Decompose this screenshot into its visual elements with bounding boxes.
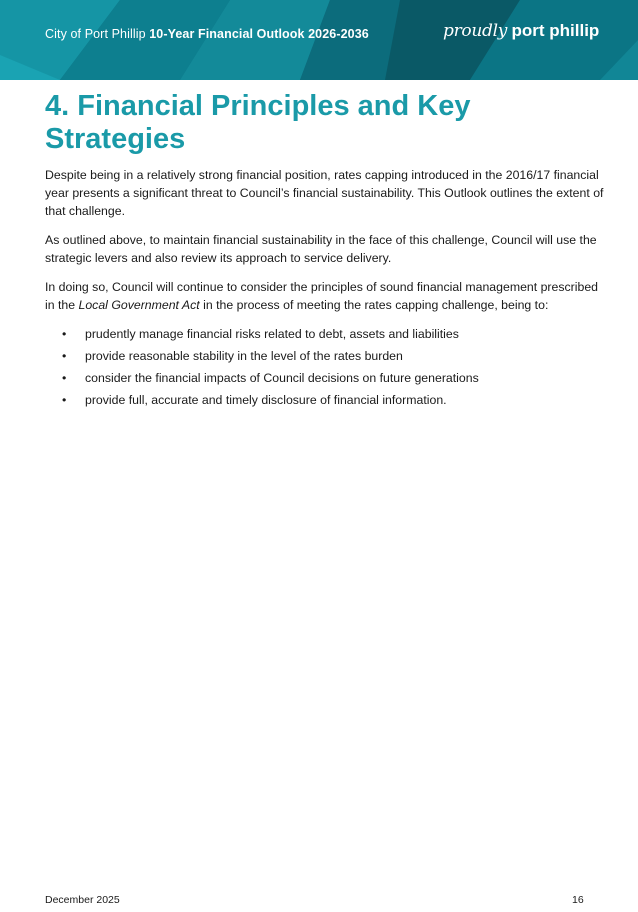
brand-logo-name: port phillip [511, 21, 600, 40]
list-item-text: provide reasonable stability in the level of the rates burden [85, 349, 403, 363]
page-number: 16 [572, 894, 584, 906]
paragraph-3 [45, 278, 605, 314]
list-item-text: consider the financial impacts of Council decisions on future generations [85, 371, 479, 385]
page-title: 4. Financial Principles and Key Strategies [45, 90, 471, 155]
paragraph-1: Despite being in a relatively strong financial position, rates capping introduced in the 2016/17 financial year presents a significant threat to Council’s financial sustainability. This Outlook outlines the extent of that challenge. [45, 168, 604, 218]
act-name: Local Government Act [78, 298, 200, 312]
bullet-icon: • [62, 371, 67, 385]
list-item-text: prudently manage financial risks related to debt, assets and liabilities [85, 327, 459, 341]
bullet-icon: • [62, 327, 67, 341]
brand-logo [443, 21, 599, 41]
paragraph-3-start: In doing so, Council will continue to consider the principles of sound financial management prescribed in the [45, 280, 598, 312]
list-item-text: provide full, accurate and timely disclosure of financial information. [85, 393, 447, 407]
list-item [45, 369, 605, 387]
org-name: City of Port Phillip [45, 27, 146, 41]
bullet-icon: • [62, 393, 67, 407]
list-item [45, 325, 605, 343]
brand-logo-script: proudly [443, 21, 508, 41]
document-header-title [45, 27, 369, 41]
principles-list [45, 325, 605, 409]
footer-date: December 2025 [45, 894, 120, 906]
paragraph-3-end: in the process of meeting the rates capping challenge, being to: [199, 298, 549, 312]
bullet-icon: • [62, 349, 67, 363]
report-title: 10-Year Financial Outlook 2026-2036 [149, 27, 369, 41]
list-item [45, 391, 605, 409]
paragraph-2: As outlined above, to maintain financial sustainability in the face of this challenge, Council will use the strategic levers and also review its approach to service delivery. [45, 233, 597, 265]
body-content [45, 166, 605, 413]
list-item [45, 347, 605, 365]
header-banner [0, 0, 638, 80]
